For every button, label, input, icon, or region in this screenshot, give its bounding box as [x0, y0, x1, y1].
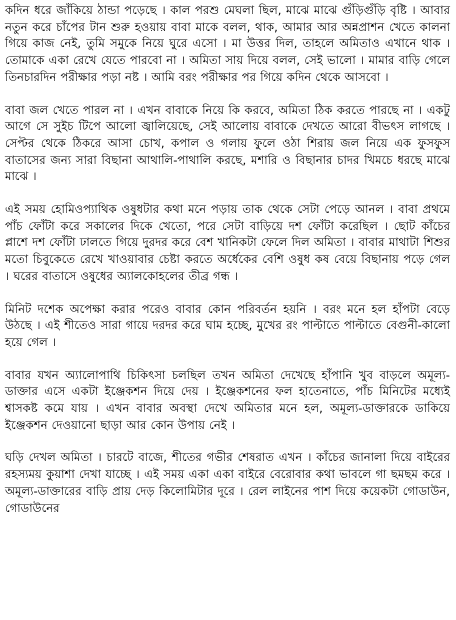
paragraph-5: বাবার যখন অ্যালোপাথি চিকিৎসা চলছিল তখন অমিতা দেখেছে হাঁপানি খুব বাড়লে অমূল্য-ডাক্তার এসে একটা ইঞ্জেকশন দিয়ে দেয় । ইঞ্জেকশনের ফল হাতেনাতে, পাঁচ মিনিটের মধ্যেই শ্বাসকষ্ট কমে যায় । এখন বাবার অবস্থা দেখে অমিতার মনে হল, অমূল্য-ডাক্তারকে ডাকিয়ে ইঞ্জেকশন দেওয়ানো ছাড়া আর কোন উপায় নেই ।	[5, 367, 450, 432]
paragraph-4: মিনিট দশেক অপেক্ষা করার পরেও বাবার কোন পরিবর্তন হয়নি । বরং মনে হল হাঁপটা বেড়ে উঠছে । এই শীতেও সারা গায়ে দরদর করে ঘাম হচ্ছে, মুখের রং পাল্টাতে পাল্টাতে বেগুনী-কালো হয়ে গেল ।	[5, 301, 450, 349]
paragraph-6: ঘড়ি দেখল অমিতা । চারটে বাজে, শীতের গভীর শেষরাত এখন । কাঁচের জানালা দিয়ে বাইরের রহস্যময় কুয়াশা দেখা যাচ্ছে । এই সময় একা একা বাইরে বেরোবার কথা ভাবলে গা ছমছম করে । অমূল্য-ডাক্তারের বাড়ি প্রায় দেড় কিলোমিটার দূরে । রেল লাইনের পাশ দিয়ে কয়েকটা গোডাউন, গোডাউনের	[5, 450, 450, 515]
paragraph-1: কদিন ধরে জাঁকিয়ে ঠান্ডা পড়েছে । কাল পরশু মেঘলা ছিল, মাঝে মাঝে গুঁড়িগুঁড়ি বৃষ্টি । আবার নতুন করে চাঁপের টান শুরু হওয়ায় বাবা মাকে বলল, থাক, আমার আর অন্নপ্রাশন খেতে কালনা গিয়ে কাজ নেই, তুমি সমুকে নিয়ে ঘুরে এসো । মা উত্তর দিল, তাহলে অমিতাও এখানে থাক । তোমাকে একা রেখে যেতে পারবো না । অমিতা সায় দিয়ে বলল, সেই ভালো । মামার বাড়ি গেলে তিনচারদিন পরীক্ষার পড়া নষ্ট । আমি বরং পরীক্ষার পর গিয়ে কদিন থেকে আসবো ।	[5, 3, 450, 84]
paragraph-2: বাবা জল খেতে পারল না । এখন বাবাকে নিয়ে কি করবে, অমিতা ঠিক করতে পারছে না । একটু আগে সে সুইচ টিপে আলো জ্বালিয়েছে, সেই আলোয় বাবাকে দেখতে আরো বীভৎস লাগছে । সেপ্টর থেকে ঠিকরে আসা চোখ, কপাল ও গলায় ফুলে ওঠা শিরায় জল নিয়ে এক ফুসফুস বাতাসের জন্য সারা বিছানা আথালি-পাথালি করছে, মশারি ও বিছানার চাদর খিমচে ধরছে মাঝে মাঝে ।	[5, 102, 450, 184]
paragraph-3: এই সময় হোমিওপ্যাথিক ওষুধটার কথা মনে পড়ায় তাক থেকে সেটা পেড়ে আনল । বাবা প্রথমে পাঁচ ফোঁটা করে সকালের দিকে খেতো, পরে সেটা বাড়িয়ে দশ ফোঁটা করেছিল । ছোট কাঁচের প্লাশে দশ ফোঁটা ঢালতে গিয়ে দুরদর করে বেশ খানিকটা ফেলে দিল অমিতা । বাবার মাথাটা শিশুর মতো চিবুকেতে রেখে খাওয়াবার চেষ্টা করতে অর্ধেকের বেশি ওষুধ কষ বেয়ে বিছানায় পড়ে গেল । ঘরের বাতাসে ওষুধের অ্যালকোহলের তীব্র গন্ধ ।	[5, 202, 450, 283]
